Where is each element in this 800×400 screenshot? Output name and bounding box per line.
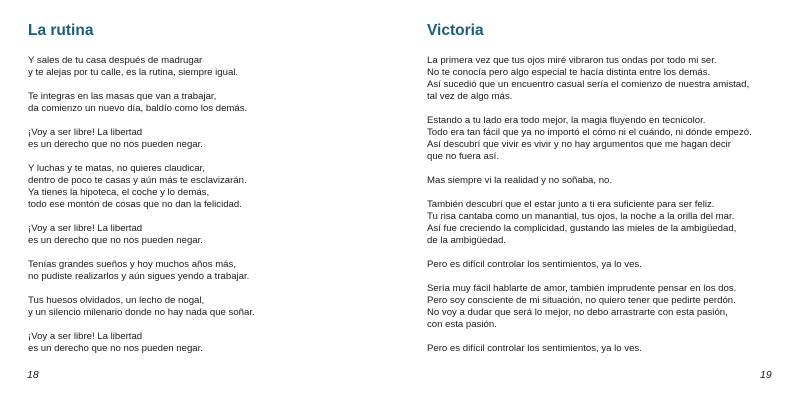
poem-line: Pero es difícil controlar los sentimientos, ya lo ves. [427, 259, 642, 270]
stanza [28, 259, 255, 283]
poem-line: es un derecho que no nos pueden negar. [28, 235, 203, 246]
stanza [427, 343, 752, 355]
poem-title-la-rutina: La rutina [28, 22, 94, 39]
poem-line: dentro de poco te casas y aún más te esclavizarán. [28, 175, 247, 186]
stanza [28, 295, 255, 319]
poem-line: Pero soy consciente de mi situación, no quiero tener que pedirte perdón. [427, 295, 736, 306]
poem-line: Así fue creciendo la complicidad, gustando las mieles de la ambigüedad, [427, 223, 737, 234]
poem-line: todo ese montón de cosas que no dan la felicidad. [28, 199, 242, 210]
poem-line: La primera vez que tus ojos miré vibraron tus ondas por todo mi ser. [427, 55, 717, 66]
poem-line: Tu risa cantaba como un manantial, tus ojos, la noche a la orilla del mar. [427, 211, 735, 222]
poem-title-victoria: Victoria [427, 22, 484, 39]
poem-line: no pudiste realizarlos y aún sigues yendo a trabajar. [28, 271, 250, 282]
poem-line: Estando a tu lado era todo mejor, la magia fluyendo en tecnicolor. [427, 115, 706, 126]
poem-line: Y sales de tu casa después de madrugar [28, 55, 203, 66]
poem-body-la-rutina [28, 55, 255, 367]
poem-line: Todo era tan fácil que ya no importó el cómo ni el cuándo, ni dónde empezó. [427, 127, 752, 138]
stanza [427, 55, 752, 103]
poem-line: No voy a dudar que será lo mejor, no debo arrastrarte con esta pasión, [427, 307, 728, 318]
poem-line: ¡Voy a ser libre! La libertad [28, 223, 143, 234]
poem-line: No te conocía pero algo especial te hacía distinta entre los demás. [427, 67, 711, 78]
poem-line: Pero es difícil controlar los sentimientos, ya lo ves. [427, 343, 642, 354]
poem-line: es un derecho que no nos pueden negar. [28, 139, 203, 150]
stanza [427, 199, 752, 247]
poem-line: Ya tienes la hipoteca, el coche y lo demás, [28, 187, 210, 198]
poem-line: Sería muy fácil hablarte de amor, también imprudente pensar en los dos. [427, 283, 737, 294]
stanza [28, 55, 255, 79]
page-number-left: 18 [27, 369, 39, 381]
poem-line: y te alejas por tu calle, es la rutina, siempre igual. [28, 67, 239, 78]
poem-line: Así descubrí que vivir es vivir y no hay argumentos que me hagan decir [427, 139, 731, 150]
poem-body-victoria [427, 55, 752, 367]
stanza [427, 283, 752, 331]
right-page [400, 0, 800, 400]
stanza [28, 163, 255, 211]
poem-line: de la ambigüedad. [427, 235, 506, 246]
stanza [427, 259, 752, 271]
poem-line: Te integras en las masas que van a trabajar, [28, 91, 217, 102]
poem-line: y un silencio milenario donde no hay nada que soñar. [28, 307, 255, 318]
stanza [28, 127, 255, 151]
poem-line: Así sucedió que un encuentro casual sería el comienzo de nuestra amistad, [427, 79, 750, 90]
poem-line: Mas siempre vi la realidad y no soñaba, no. [427, 175, 613, 186]
page-number-right: 19 [760, 369, 772, 381]
poem-line: Y luchas y te matas, no quieres claudicar, [28, 163, 205, 174]
poem-line: Tenías grandes sueños y hoy muchos años más, [28, 259, 236, 270]
stanza [28, 223, 255, 247]
stanza [28, 331, 255, 355]
poem-line: con esta pasión. [427, 319, 497, 330]
poem-line: tal vez de algo más. [427, 91, 513, 102]
stanza [427, 115, 752, 163]
poem-line: da comienzo un nuevo día, baldío como los demás. [28, 103, 248, 114]
poem-line: ¡Voy a ser libre! La libertad [28, 331, 143, 342]
poem-line: es un derecho que no nos pueden negar. [28, 343, 203, 354]
poem-line: Tus huesos olvidados, un lecho de nogal, [28, 295, 205, 306]
stanza [427, 175, 752, 187]
stanza [28, 91, 255, 115]
poem-line: que no fuera así. [427, 151, 500, 162]
poem-line: ¡Voy a ser libre! La libertad [28, 127, 143, 138]
poem-line: También descubrí que el estar junto a ti era suficiente para ser feliz. [427, 199, 715, 210]
